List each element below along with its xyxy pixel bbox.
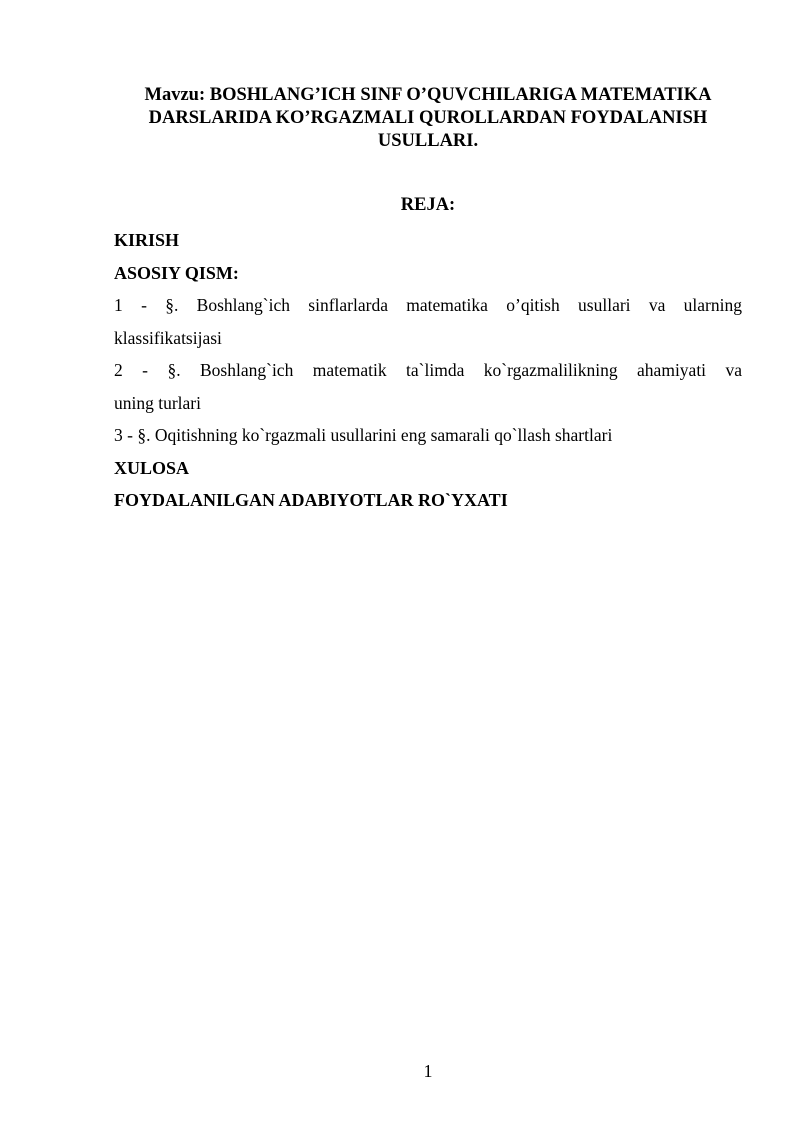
plan-heading: REJA: xyxy=(400,195,456,215)
main-part-heading: ASOSIY QISM: xyxy=(114,262,239,283)
plan-item-1-line-1: 1 - §. Boshlang`ich sinflarlarda matematika o’qitish usullari va ularning xyxy=(114,295,742,315)
plan-item-3: 3 - §. Oqitishning ko`rgazmali usullarini eng samarali qo`llash shartlari xyxy=(114,425,613,445)
plan-item-2-line-2: uning turlari xyxy=(114,392,201,413)
page-number: 1 xyxy=(423,1061,433,1081)
intro-heading: KIRISH xyxy=(114,230,180,250)
plan-item-1-line-2: klassifikatsijasi xyxy=(114,327,222,348)
references-heading: FOYDALANILGAN ADABIYOTLAR RO`YXATI xyxy=(114,490,508,510)
plan-item-2-line-1: 2 - §. Boshlang`ich matematik ta`limda ko`rgazmalilikning ahamiyati va xyxy=(114,360,742,380)
plan-contents xyxy=(114,224,742,517)
document-title: Mavzu: BOSHLANG’ICH SINF O’QUVCHILARIGA MATEMATIKA DARSLARIDA KO’RGAZMALI QUROLLARDAN FOYDALANISH USULLARI. xyxy=(144,85,712,151)
conclusion-heading: XULOSA xyxy=(114,457,190,478)
